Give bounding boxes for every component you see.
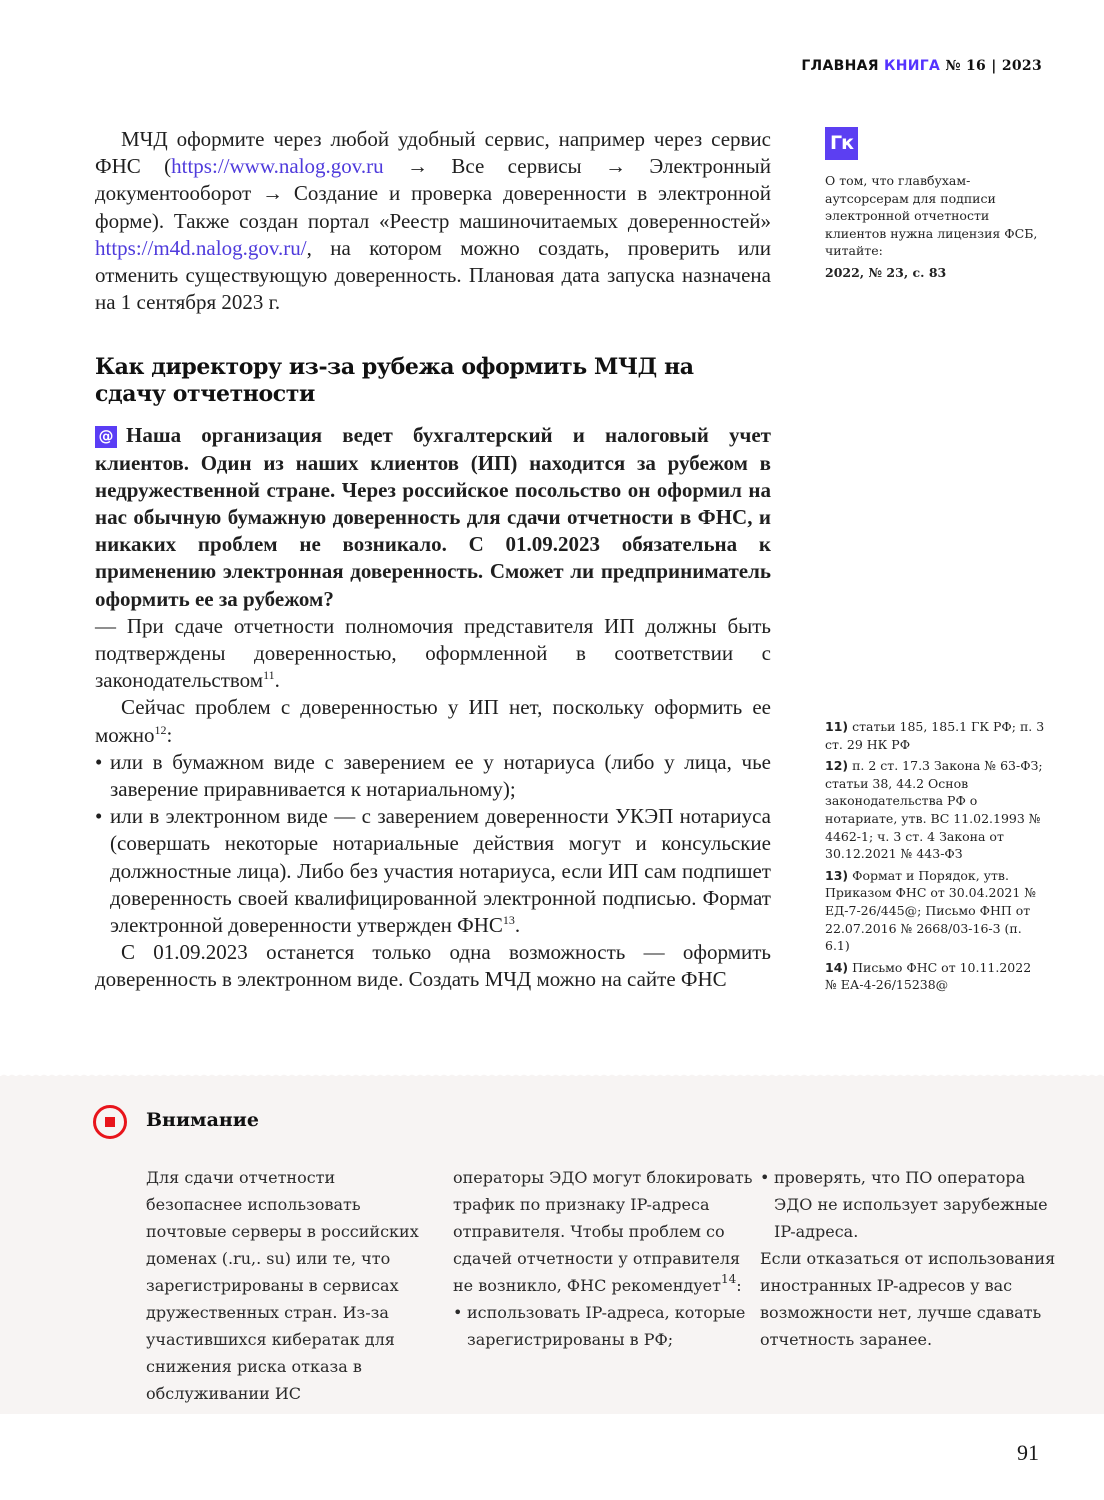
options-list bbox=[95, 749, 771, 939]
running-header bbox=[801, 58, 1042, 74]
page-number: 91 bbox=[1017, 1440, 1039, 1465]
stop-icon bbox=[93, 1105, 127, 1139]
sidebar-note-text: О том, что главбухам-аутсорсерам для подписи электронной отчетности клиентов нужна лицензия ФСБ, читайте: bbox=[825, 173, 1038, 259]
footnote-ref[interactable]: 12 bbox=[154, 722, 167, 737]
footnotes bbox=[825, 718, 1045, 998]
magazine-title-accent: КНИГА bbox=[884, 58, 941, 74]
footnote-13: 13) Формат и Порядок, утв. Приказом ФНС от 30.04.2021 № ЕД-7-26/445@; Письмо ФНП от 22.07.2016 № 2668/03-16-3 (п. 6.1) bbox=[825, 867, 1037, 954]
footnote-14: 14) Письмо ФНС от 10.11.2022 № ЕА-4-26/15238@ bbox=[825, 959, 1032, 993]
list-item: • или в бумажном виде с заверением ее у нотариуса (либо у лица, чье заверение приравнивается к нотариальному); bbox=[95, 749, 771, 803]
nalog-link[interactable]: https://www.nalog.gov.ru bbox=[171, 154, 384, 179]
footnote-ref[interactable]: 14 bbox=[720, 1272, 737, 1286]
gk-logo-icon: Гк bbox=[825, 127, 858, 160]
m4d-link[interactable]: https://m4d.nalog.gov.ru/ bbox=[95, 235, 307, 260]
footnote-ref[interactable]: 13 bbox=[502, 913, 515, 928]
attention-column-2: операторы ЭДО могут блокировать трафик по признаку IP-адреса отправителя. Чтобы проблем со сдачей отчетности у отправителя не возникло, ФНС рекомендует$^{14}$: • использовать IP-адреса, которые зарегистрированы в РФ; bbox=[453, 1164, 753, 1353]
intro-paragraph: МЧД оформите через любой удобный сервис, например через сервис ФНС (https://www.nalog.gov.ru → Все сервисы → Электронный документооборот → Создание и проверка доверенности в электронной форме). Также создан портал «Реестр машиночитаемых доверенностей» https://m4d.nalog.gov.ru/, на котором можно создать, проверить или отменить существующую доверенность. Плановая дата запуска назначена на 1 сентября 2023 г. bbox=[95, 127, 771, 315]
footnote-11: 11) статьи 185, 185.1 ГК РФ; п. 3 ст. 29 НК РФ bbox=[825, 719, 1045, 752]
attention-box bbox=[0, 1076, 1104, 1414]
list-item: • или в электронном виде — с заверением доверенности УКЭП нотариуса (совершать некоторые нотариальные действия могут и консульские должностные лица). Либо без участия нотариуса, если ИП сам подпишет доверенность своей квалифицированной электронной подписью. Формат электронной доверенности утвержден ФНС$^{13}$. bbox=[95, 803, 771, 939]
sidebar-note-reference[interactable]: 2022, № 23, с. 83 bbox=[825, 264, 947, 280]
list-item: • проверять, что ПО оператора ЭДО не использует зарубежные IP-адреса. bbox=[760, 1164, 1060, 1245]
footnote-12: 12) п. 2 ст. 17.3 Закона № 63-ФЗ; статьи 38, 44.2 Основ законодательства РФ о нотариате, утв. ВС 11.02.1993 № 4462-1; ч. 3 ст. 4 Закона от 30.12.2021 № 443-ФЗ bbox=[825, 758, 1043, 862]
attention-title: Внимание bbox=[146, 1109, 259, 1131]
reader-question: @ Наша организация ведет бухгалтерский и налоговый учет клиентов. Один из наших клиентов (ИП) находится за рубежом в недружественной стране. Через российское посольство он оформил на нас обычную бумажную доверенность для сдачи отчетности в ФНС, и никаких проблем не возникало. С 01.09.2023 обязательна к применению электронная доверенность. Сможет ли предприниматель оформить ее за рубежом? bbox=[95, 423, 771, 611]
attention-column-1: Для сдачи отчетности безопаснее использовать почтовые серверы в российских доменах (.ru,. su) или те, что зарегистрированы в сервисах дружественных стран. Из-за участившихся кибератак для снижения риска отказа в обслуживании ИС bbox=[146, 1168, 419, 1403]
magazine-title: ГЛАВНАЯ bbox=[801, 58, 884, 74]
at-sign-icon: @ bbox=[95, 426, 117, 448]
article-heading: Как директору из-за рубежа оформить МЧД на сдачу отчетности bbox=[95, 354, 694, 408]
issue-number: № 16 | 2023 bbox=[940, 58, 1042, 74]
list-item: • использовать IP-адреса, которые зарегистрированы в РФ; bbox=[453, 1299, 753, 1353]
sidebar-note bbox=[825, 172, 1045, 282]
answer-paragraph-1: — При сдаче отчетности полномочия представителя ИП должны быть подтверждены доверенностью, оформленной в соответствии с законодательством$^{11}$. bbox=[95, 613, 771, 693]
footnote-ref[interactable]: 11 bbox=[263, 668, 275, 683]
main-column bbox=[95, 126, 771, 994]
answer-paragraph-2: Сейчас проблем с доверенностью у ИП нет, поскольку оформить ее можно$^{12}$: bbox=[95, 695, 771, 747]
answer-paragraph-3: С 01.09.2023 останется только одна возможность — оформить доверенность в электронном виде. Создать МЧД можно на сайте ФНС bbox=[95, 940, 771, 992]
attention-column-3: • проверять, что ПО оператора ЭДО не использует зарубежные IP-адреса. Если отказаться от использования иностранных IP-адресов у вас возможности нет, лучше сдавать отчетность заранее. bbox=[760, 1164, 1060, 1353]
